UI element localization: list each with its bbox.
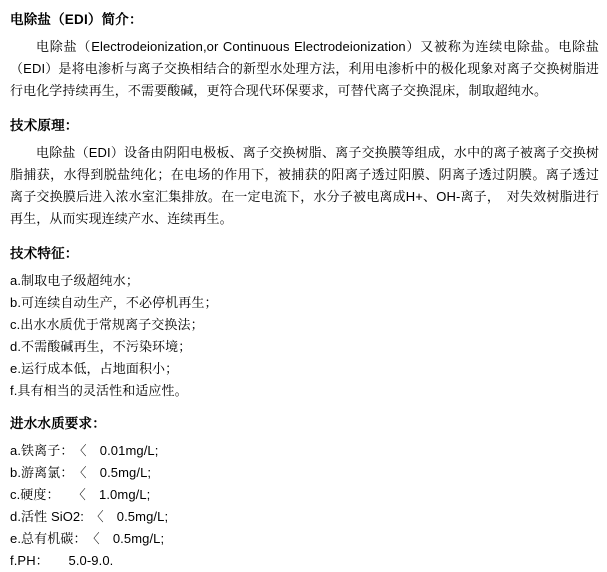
list-item: c.出水水质优于常规离子交换法； [10,317,204,332]
influent-list [10,440,599,572]
list-item: a.铁离子： 〈 0.01mg/L; [10,443,159,458]
section-heading-influent: 进水水质要求： [10,416,106,431]
list-item: c.硬度： 〈 1.0mg/L; [10,487,151,502]
section-paragraph-intro: 电除盐（Electrodeionization,or Continuous Electrodeionization）又被称为连续电除盐。电除盐（EDI）是将电渗析与离子交换相结合的新型水处理方法，利用电渗析中的极化现象对离子交换树脂进行电化学持续再生，不需要酸碱，更符合现代环保要求，可替代离子交换混床，制取超纯水。 [10,39,599,98]
list-item: e.运行成本低，占地面积小； [10,361,179,376]
list-item: e.总有机碳： 〈 0.5mg/L; [10,531,165,546]
spacer [10,402,599,414]
section-influent [10,414,599,572]
section-heading-intro: 电除盐（EDI）简介： [10,12,143,27]
section-heading-principle: 技术原理： [10,118,79,133]
section-intro [10,10,599,102]
list-item: f.PH： 5.0-9.0. [10,553,114,568]
list-item: a.制取电子级超纯水； [10,273,139,288]
list-item: d.活性 SiO2: 〈 0.5mg/L; [10,509,169,524]
list-item: b.可连续自动生产，不必停机再生； [10,295,218,310]
spacer [10,230,599,244]
spacer [10,102,599,116]
features-list [10,270,599,402]
list-item: d.不需酸碱再生，不污染环境； [10,339,192,354]
section-paragraph-principle: 电除盐（EDI）设备由阴阳电极板、离子交换树脂、离子交换膜等组成，水中的离子被离子交换树脂捕获，水得到脱盐纯化；在电场的作用下，被捕获的阳离子透过阳膜、阴离子透过阴膜。离子透过离子交换膜后进入浓水室汇集排放。在一定电流下，水分子被电离成H+、OH-离子， 对失效树脂进行再生，从而实现连续产水、连续再生。 [10,145,599,226]
section-heading-features: 技术特征： [10,246,79,261]
list-item: b.游离氯： 〈 0.5mg/L; [10,465,152,480]
list-item: f.具有相当的灵活性和适应性。 [10,383,188,398]
section-principle [10,116,599,230]
section-features [10,244,599,402]
